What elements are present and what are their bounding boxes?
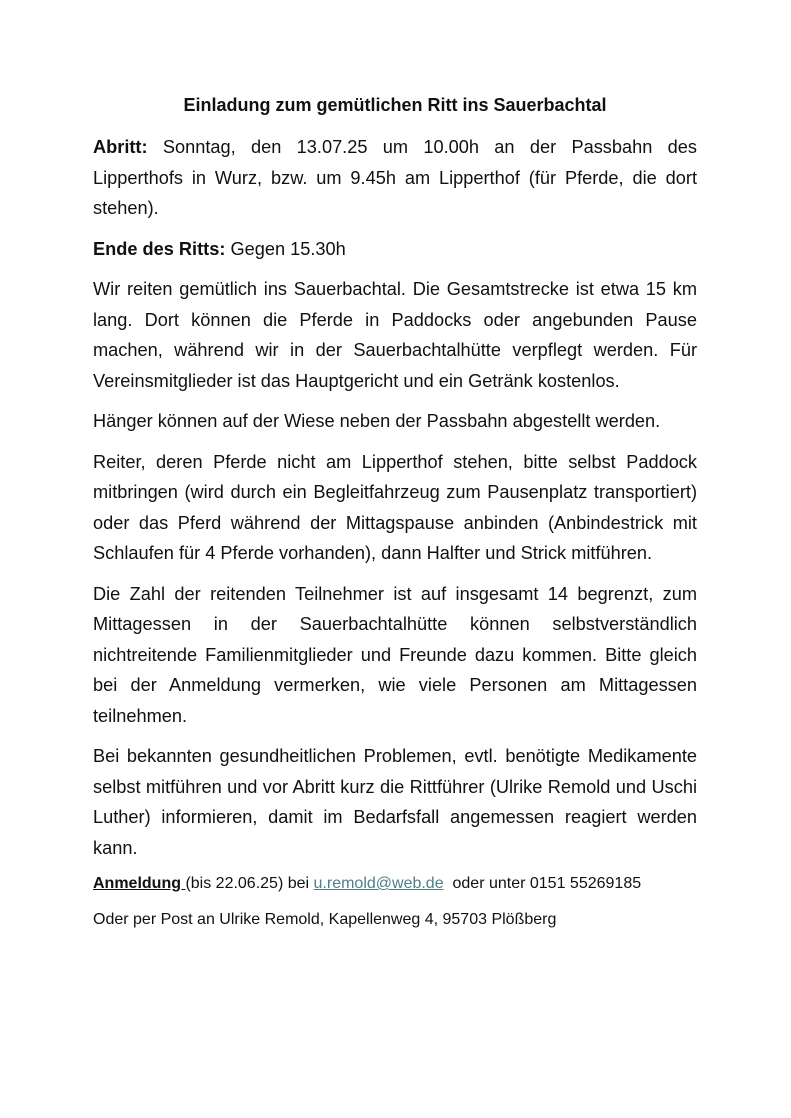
trailer-paragraph: Hänger können auf der Wiese neben der Passbahn abgestellt werden.	[93, 411, 661, 431]
registration-label: Anmeldung	[93, 875, 186, 892]
paddock-paragraph: Reiter, deren Pferde nicht am Lipperthof stehen, bitte selbst Paddock mitbringen (wird durch ein Begleitfahrzeug zum Pausenplatz transportiert) oder das Pferd während der Mittagspause anbinden (Anbindestrick mit Schlaufen für 4 Pferde vorhanden), dann Halfter und Strick mitführen.	[93, 451, 697, 563]
participants-paragraph: Die Zahl der reitenden Teilnehmer ist auf insgesamt 14 begrenzt, zum Mittagessen in der Sauerbachtalhütte können selbstverständlich nichtreitende Familienmitglieder und Freunde dazu kommen. Bitte gleich bei der Anmeldung vermerken, wie viele Personen am Mittagessen teilnehmen.	[93, 583, 697, 726]
end-paragraph	[93, 234, 697, 265]
document-page	[93, 92, 697, 931]
end-label: Ende des Ritts:	[93, 238, 226, 259]
route-paragraph: Wir reiten gemütlich ins Sauerbachtal. Die Gesamtstrecke ist etwa 15 km lang. Dort können die Pferde in Paddocks oder angebunden Pause machen, während wir in der Sauerbachtalhütte verpflegt werden. Für Vereinsmitglieder ist das Hauptgericht und ein Getränk kostenlos.	[93, 279, 697, 391]
document-title: Einladung zum gemütlichen Ritt ins Sauerbachtal	[183, 95, 607, 115]
end-text: Gegen 15.30h	[230, 238, 346, 259]
registration-line	[93, 873, 697, 895]
health-paragraph: Bei bekannten gesundheitlichen Problemen, evtl. benötigte Medikamente selbst mitführen und vor Abritt kurz die Rittführer (Ulrike Remold und Uschi Luther) informieren, damit im Bedarfsfall angemessen reagiert werden kann.	[93, 746, 697, 858]
registration-deadline: (bis 22.06.25) bei	[185, 875, 314, 892]
departure-paragraph	[93, 132, 697, 224]
registration-email-link[interactable]: u.remold@web.de	[313, 875, 444, 892]
departure-label: Abritt:	[93, 137, 148, 157]
departure-text: Sonntag, den 13.07.25 um 10.00h an der Passbahn des Lipperthofs in Wurz, bzw. um 9.45h am Lipperthof (für Pferde, die dort stehen).	[93, 137, 697, 218]
registration-phone: oder unter 0151 55269185	[443, 875, 642, 892]
postal-address: Oder per Post an Ulrike Remold, Kapellenweg 4, 95703 Plößberg	[93, 911, 557, 928]
